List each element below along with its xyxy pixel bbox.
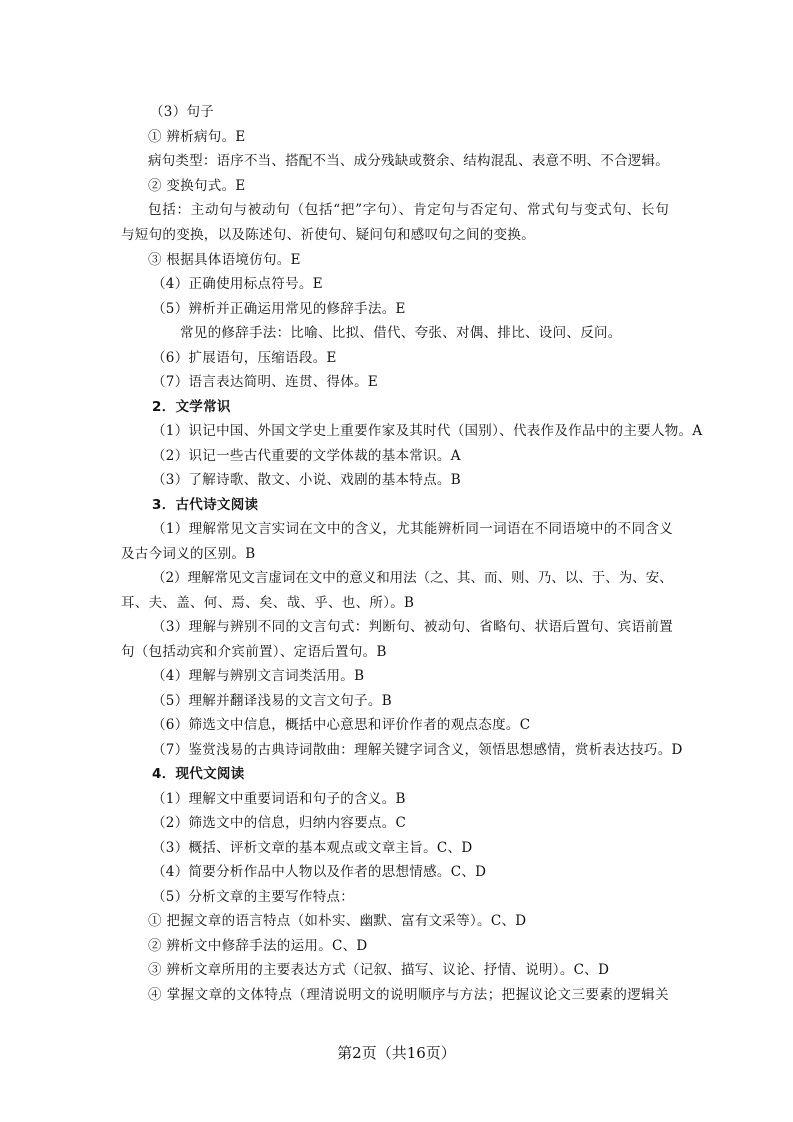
- text-line: （2）筛选文中的信息，归纳内容要点。C: [152, 815, 407, 831]
- section-heading: 4．现代文阅读: [152, 766, 245, 782]
- text-line: （1）识记中国、外国文学史上重要作家及其时代（国别）、代表作及作品中的主要人物。A: [152, 423, 703, 439]
- text-line: （3）概括、评析文章的基本观点或文章主旨。C、D: [152, 840, 473, 856]
- text-line: 句（包括动宾和介宾前置）、定语后置句。B: [121, 644, 387, 660]
- text-line: （1）理解常见文言实词在文中的含义，尤其能辨析同一词语在不同语境中的不同含义: [152, 521, 674, 537]
- text-line: 病句类型：语序不当、搭配不当、成分残缺或赘余、结构混乱、表意不明、不合逻辑。: [148, 153, 669, 169]
- text-line: （2）识记一些古代重要的文学体裁的基本常识。A: [152, 448, 461, 464]
- text-line: （5）辨析并正确运用常见的修辞手法。E: [152, 301, 406, 317]
- text-line: 耳、夫、盖、何、焉、矣、哉、乎、也、所）。B: [121, 595, 415, 611]
- text-line: （5）理解并翻译浅易的文言文句子。B: [152, 693, 392, 709]
- text-line: ④ 掌握文章的文体特点（理清说明文的说明顺序与方法；把握议论文三要素的逻辑关: [148, 987, 670, 1003]
- text-line: （7）鉴赏浅易的古典诗词散曲：理解关键字词含义，领悟思想感情，赏析表达技巧。D: [152, 742, 683, 758]
- text-line: （4）简要分析作品中人物以及作者的思想情感。C、D: [152, 864, 487, 880]
- text-line: 与短句的变换，以及陈述句、祈使句、疑问句和感叹句之间的变换。: [121, 227, 535, 243]
- page-footer: 第2页（共16页）: [337, 1044, 456, 1062]
- text-line: （3）句子: [150, 104, 215, 120]
- text-line: （3）了解诗歌、散文、小说、戏剧的基本特点。B: [152, 472, 461, 488]
- text-line: （5）分析文章的主要写作特点：: [152, 889, 355, 905]
- text-line: 包括：主动句与被动句（包括“把”字句）、肯定句与否定句、常式句与变式句、长句: [148, 202, 670, 218]
- text-line: ③ 辨析文章所用的主要表达方式（记叙、描写、议论、抒情、说明）。C、D: [148, 962, 610, 978]
- text-line: （4）正确使用标点符号。E: [152, 276, 323, 292]
- section-heading: 2．文学常识: [152, 399, 231, 415]
- text-line: （6）扩展语句，压缩语段。E: [152, 350, 337, 366]
- text-line: （1）理解文中重要词语和句子的含义。B: [152, 791, 406, 807]
- text-line: ③ 根据具体语境仿句。E: [148, 252, 301, 268]
- text-line: ② 变换句式。E: [148, 178, 246, 194]
- text-line: （4）理解与辨别文言词类活用。B: [152, 668, 365, 684]
- text-line: ② 辨析文中修辞手法的运用。C、D: [148, 938, 368, 954]
- text-line: 及古今词义的区别。B: [121, 546, 256, 562]
- text-line: ① 辨析病句。E: [148, 129, 246, 145]
- text-line: （6）筛选文中信息，概括中心意思和评价作者的观点态度。C: [152, 717, 531, 733]
- section-heading: 3．古代诗文阅读: [152, 497, 259, 513]
- text-line: ① 把握文章的语言特点（如朴实、幽默、富有文采等）。C、D: [148, 913, 527, 929]
- text-line: （2）理解常见文言虚词在文中的意义和用法（之、其、而、则、乃、以、于、为、安、: [152, 570, 673, 586]
- text-line: （3）理解与辨别不同的文言句式：判断句、被动句、省略句、状语后置句、宾语前置: [152, 619, 674, 635]
- text-line: （7）语言表达简明、连贯、得体。E: [152, 374, 379, 390]
- text-line: 常见的修辞手法：比喻、比拟、借代、夸张、对偶、排比、设问、反问。: [180, 325, 622, 341]
